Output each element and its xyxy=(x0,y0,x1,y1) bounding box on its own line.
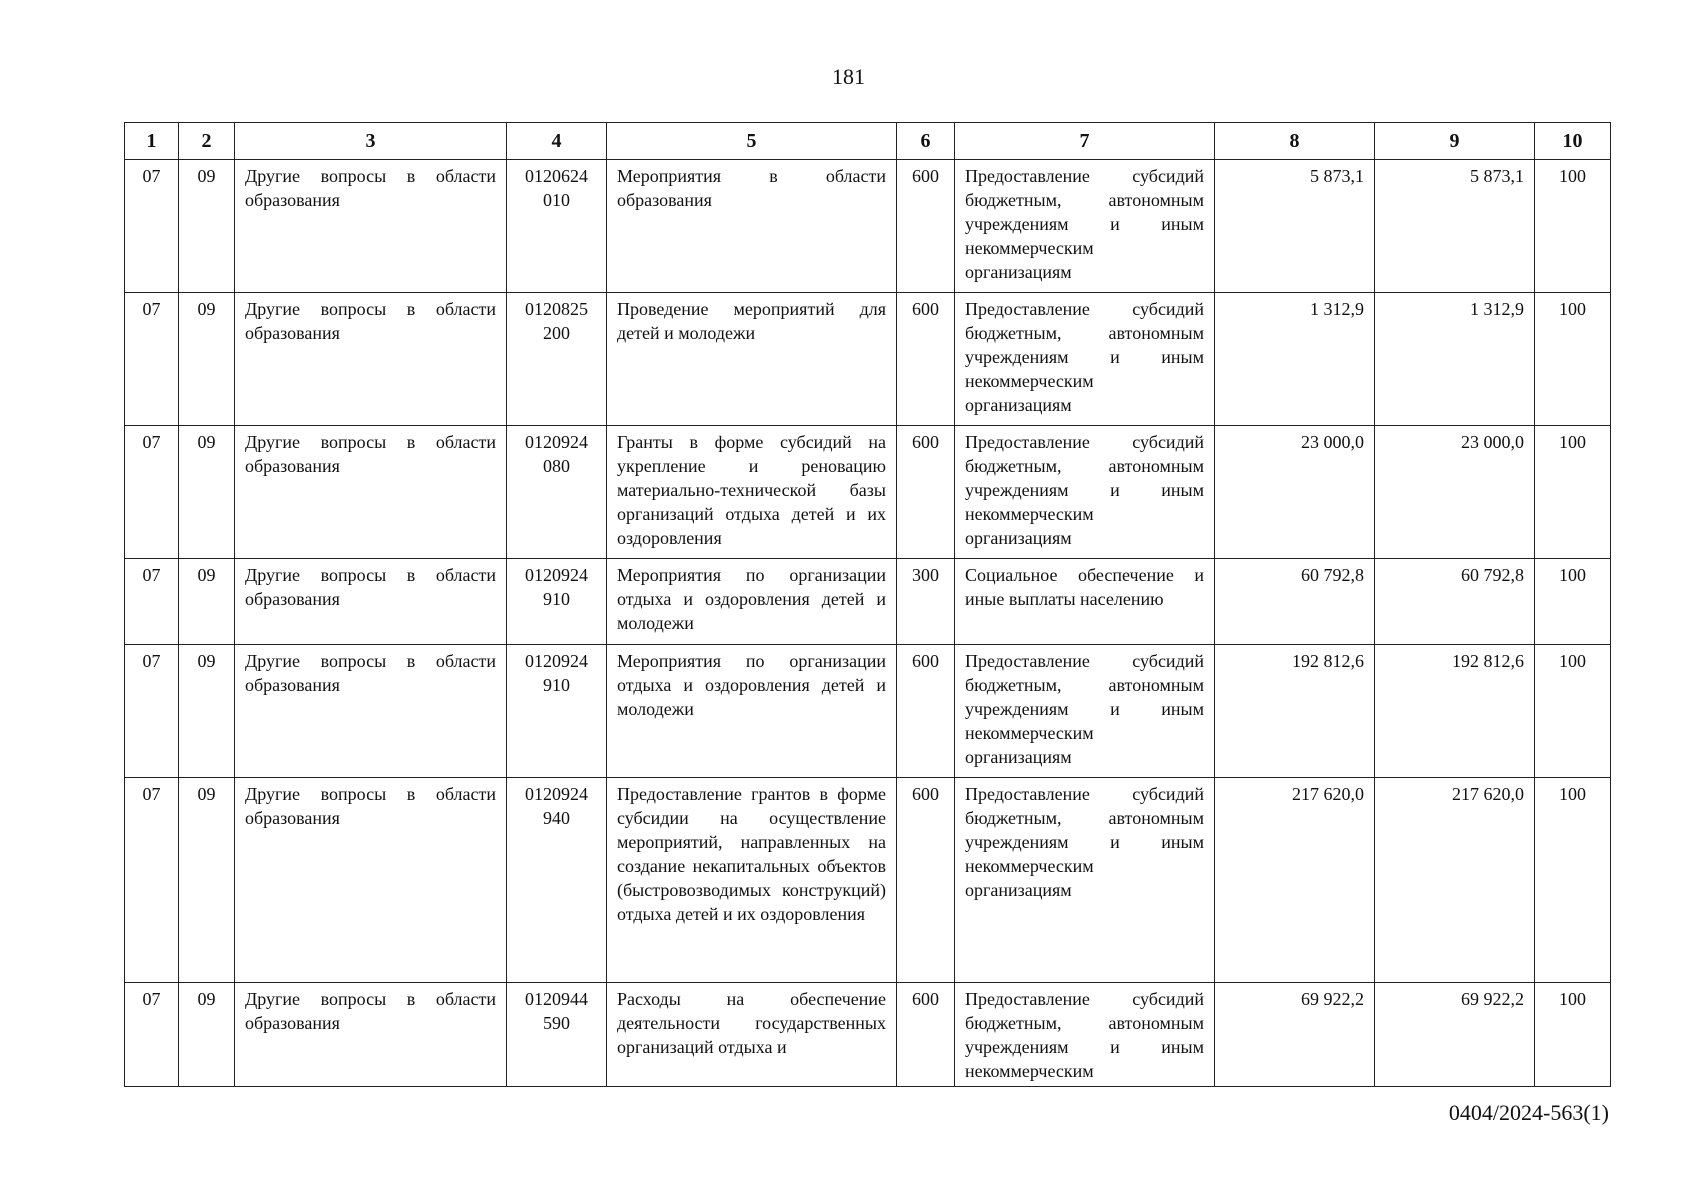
cell-planned-amount: 23 000,0 xyxy=(1215,426,1375,559)
cell-execution-percent: 100 xyxy=(1535,645,1611,778)
page-number: 181 xyxy=(832,64,865,89)
cell-target-code xyxy=(507,426,607,559)
cell-item-name: Проведение мероприятий для детей и молодежи xyxy=(607,293,897,426)
cell-expense-type: 600 xyxy=(897,426,955,559)
cell-expense-type: 600 xyxy=(897,645,955,778)
cell-section-name: Другие вопросы в области образования xyxy=(235,983,507,1087)
cell-subsection: 09 xyxy=(179,293,235,426)
cell-section: 07 xyxy=(125,778,179,983)
target-code-part-2: 940 xyxy=(543,808,570,828)
cell-executed-amount: 60 792,8 xyxy=(1375,559,1535,645)
cell-section-name: Другие вопросы в области образования xyxy=(235,645,507,778)
column-header-6: 6 xyxy=(897,123,955,160)
cell-expense-type-name: Предоставление субсидий бюджетным, автономным учреждениям и иным некоммерческим организациям xyxy=(955,160,1215,293)
cell-subsection: 09 xyxy=(179,160,235,293)
cell-executed-amount: 1 312,9 xyxy=(1375,293,1535,426)
cell-subsection: 09 xyxy=(179,645,235,778)
cell-target-code xyxy=(507,559,607,645)
cell-target-code xyxy=(507,293,607,426)
cell-planned-amount: 69 922,2 xyxy=(1215,983,1375,1087)
cell-section-name: Другие вопросы в области образования xyxy=(235,559,507,645)
cell-planned-amount: 192 812,6 xyxy=(1215,645,1375,778)
cell-item-name: Гранты в форме субсидий на укрепление и реновацию материально-технической базы организаций отдыха детей и их оздоровления xyxy=(607,426,897,559)
cell-subsection: 09 xyxy=(179,559,235,645)
table-row xyxy=(125,778,1611,983)
cell-item-name: Мероприятия в области образования xyxy=(607,160,897,293)
target-code-part-1: 0120924 xyxy=(525,432,588,452)
table-row xyxy=(125,559,1611,645)
cell-target-code xyxy=(507,160,607,293)
cell-expense-type-name: Предоставление субсидий бюджетным, автономным учреждениям и иным некоммерческим организациям xyxy=(955,645,1215,778)
cell-section: 07 xyxy=(125,426,179,559)
cell-section: 07 xyxy=(125,160,179,293)
cell-expense-type: 600 xyxy=(897,293,955,426)
cell-item-name: Предоставление грантов в форме субсидии на осуществление мероприятий, направленных на создание некапитальных объектов (быстровозводимых конструкций) отдыха детей и их оздоровления xyxy=(607,778,897,983)
cell-target-code xyxy=(507,645,607,778)
column-header-10: 10 xyxy=(1535,123,1611,160)
cell-execution-percent: 100 xyxy=(1535,160,1611,293)
target-code-part-2: 910 xyxy=(543,675,570,695)
cell-planned-amount: 60 792,8 xyxy=(1215,559,1375,645)
target-code-part-1: 0120944 xyxy=(525,989,588,1009)
cell-expense-type-name: Предоставление субсидий бюджетным, автономным учреждениям и иным некоммерческим организациям xyxy=(955,778,1215,983)
cell-subsection: 09 xyxy=(179,778,235,983)
table-row xyxy=(125,426,1611,559)
cell-section-name: Другие вопросы в области образования xyxy=(235,778,507,983)
cell-section: 07 xyxy=(125,559,179,645)
cell-expense-type: 300 xyxy=(897,559,955,645)
header-row xyxy=(125,123,1611,160)
cell-target-code xyxy=(507,983,607,1087)
cell-section: 07 xyxy=(125,293,179,426)
column-header-4: 4 xyxy=(507,123,607,160)
target-code-part-2: 200 xyxy=(543,323,570,343)
cell-executed-amount: 23 000,0 xyxy=(1375,426,1535,559)
cell-expense-type: 600 xyxy=(897,983,955,1087)
cell-item-name: Мероприятия по организации отдыха и оздоровления детей и молодежи xyxy=(607,559,897,645)
cell-executed-amount: 69 922,2 xyxy=(1375,983,1535,1087)
target-code-part-2: 910 xyxy=(543,589,570,609)
cell-section-name: Другие вопросы в области образования xyxy=(235,293,507,426)
cell-section-name: Другие вопросы в области образования xyxy=(235,160,507,293)
table-row xyxy=(125,645,1611,778)
table-header xyxy=(125,123,1611,160)
cell-expense-type-name: Предоставление субсидий бюджетным, автономным учреждениям и иным некоммерческим xyxy=(955,983,1215,1087)
column-header-9: 9 xyxy=(1375,123,1535,160)
target-code-part-2: 080 xyxy=(543,456,570,476)
cell-section: 07 xyxy=(125,645,179,778)
cell-executed-amount: 217 620,0 xyxy=(1375,778,1535,983)
cell-execution-percent: 100 xyxy=(1535,559,1611,645)
cell-expense-type: 600 xyxy=(897,778,955,983)
cell-execution-percent: 100 xyxy=(1535,293,1611,426)
target-code-part-1: 0120924 xyxy=(525,784,588,804)
cell-execution-percent: 100 xyxy=(1535,426,1611,559)
target-code-part-1: 0120924 xyxy=(525,565,588,585)
cell-expense-type-name: Социальное обеспечение и иные выплаты населению xyxy=(955,559,1215,645)
table-row xyxy=(125,160,1611,293)
cell-execution-percent: 100 xyxy=(1535,778,1611,983)
target-code-part-2: 590 xyxy=(543,1013,570,1033)
cell-planned-amount: 1 312,9 xyxy=(1215,293,1375,426)
cell-item-name: Мероприятия по организации отдыха и оздоровления детей и молодежи xyxy=(607,645,897,778)
cell-execution-percent: 100 xyxy=(1535,983,1611,1087)
cell-subsection: 09 xyxy=(179,426,235,559)
cell-item-name xyxy=(607,983,897,1087)
cell-expense-type-name: Предоставление субсидий бюджетным, автономным учреждениям и иным некоммерческим организациям xyxy=(955,426,1215,559)
table-row xyxy=(125,983,1611,1087)
cell-expense-type: 600 xyxy=(897,160,955,293)
table-row xyxy=(125,293,1611,426)
cell-section: 07 xyxy=(125,983,179,1087)
target-code-part-1: 0120825 xyxy=(525,299,588,319)
budget-table xyxy=(124,122,1611,1087)
column-header-7: 7 xyxy=(955,123,1215,160)
cell-target-code xyxy=(507,778,607,983)
column-header-5: 5 xyxy=(607,123,897,160)
target-code-part-1: 0120924 xyxy=(525,651,588,671)
cell-subsection: 09 xyxy=(179,983,235,1087)
target-code-part-1: 0120624 xyxy=(525,166,588,186)
cell-executed-amount: 192 812,6 xyxy=(1375,645,1535,778)
cell-executed-amount: 5 873,1 xyxy=(1375,160,1535,293)
cell-section-name: Другие вопросы в области образования xyxy=(235,426,507,559)
cell-expense-type-name: Предоставление субсидий бюджетным, автономным учреждениям и иным некоммерческим организациям xyxy=(955,293,1215,426)
column-header-1: 1 xyxy=(125,123,179,160)
target-code-part-2: 010 xyxy=(543,190,570,210)
column-header-3: 3 xyxy=(235,123,507,160)
cell-planned-amount: 5 873,1 xyxy=(1215,160,1375,293)
document-code: 0404/2024-563(1) xyxy=(1448,1100,1609,1125)
item-name-text: Расходы на обеспечение деятельности государственных организаций отдыха и xyxy=(617,989,886,1057)
cell-planned-amount: 217 620,0 xyxy=(1215,778,1375,983)
column-header-8: 8 xyxy=(1215,123,1375,160)
column-header-2: 2 xyxy=(179,123,235,160)
